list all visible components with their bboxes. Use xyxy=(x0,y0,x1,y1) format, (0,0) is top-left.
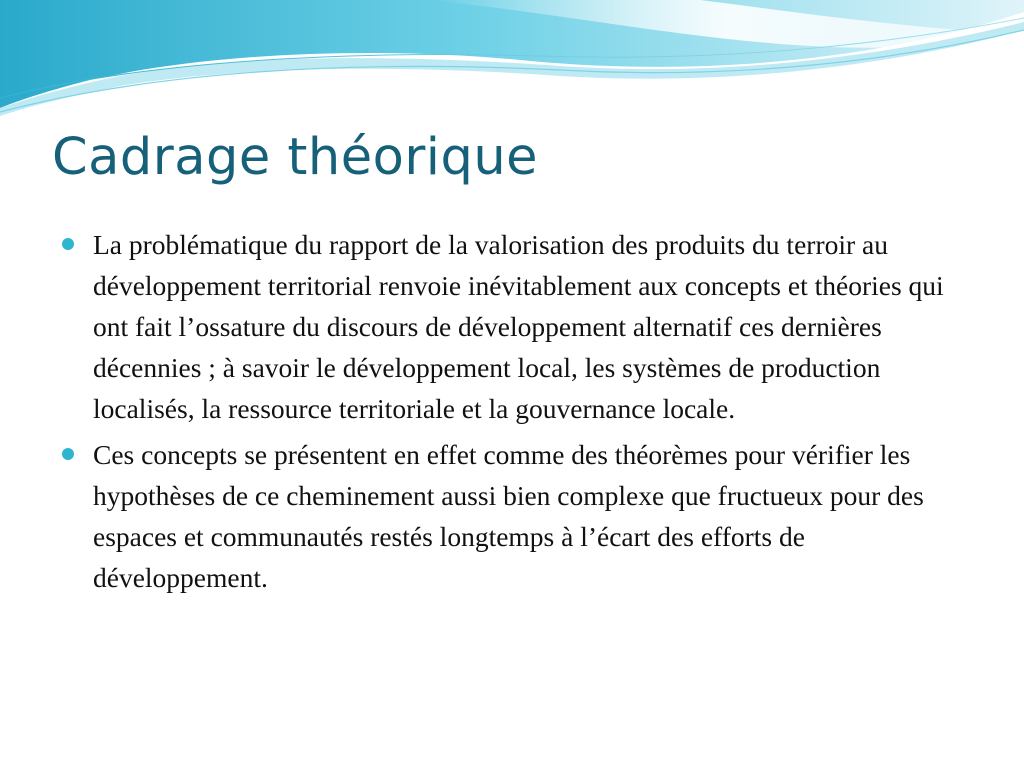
bullet-dot-icon xyxy=(62,448,74,460)
bullet-dot-icon xyxy=(62,238,74,250)
bullet-text-1: La problématique du rapport de la valorisation des produits du terroir au développement territorial renvoie inévitablement aux concepts et théories qui ont fait l’ossature du discours de développement alternatif ces dernières décennies ; à savoir le développement local, les systèmes de production localisés, la ressource territoriale et la gouvernance locale. xyxy=(93,229,944,424)
bullet-item-1 xyxy=(62,224,982,429)
bullet-list xyxy=(62,224,982,603)
bullet-text-2: Ces concepts se présentent en effet comme des théorèmes pour vérifier les hypothèses de ce cheminement aussi bien complexe que fructueux pour des espaces et communautés restés longtemps à l’écart des efforts de développement. xyxy=(93,439,924,593)
bullet-item-2 xyxy=(62,434,982,598)
slide-title: Cadrage théorique xyxy=(52,128,539,187)
wave-header-decoration xyxy=(0,0,1024,130)
